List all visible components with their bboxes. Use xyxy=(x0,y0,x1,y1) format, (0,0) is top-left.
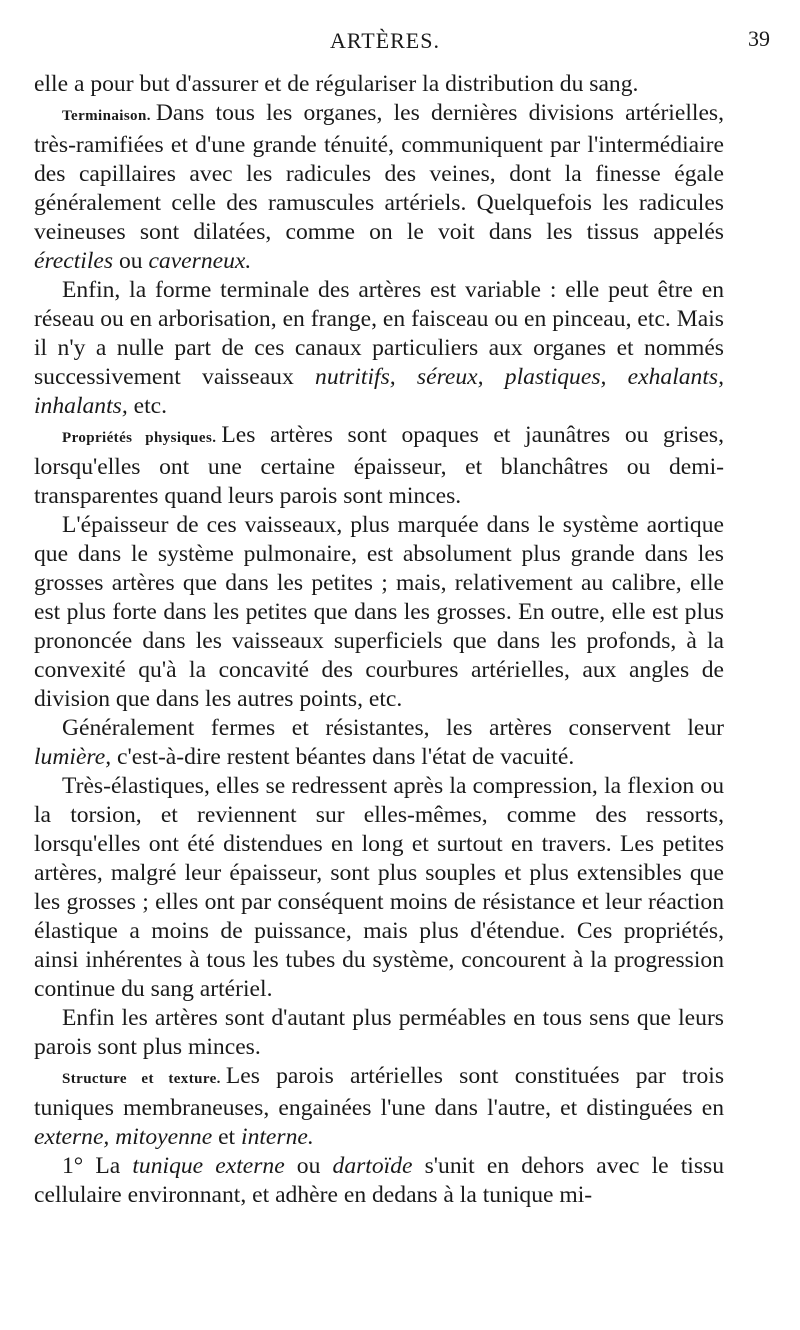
paragraph-text: Très-élastiques, elles se redressent après la compression, la flexion ou la torsion, et reviennent sur elles-mêmes, comme des ressorts, lorsqu'elles ont été distendues en long et surtout en travers. Les petites artères, malgré leur épaisseur, sont plus souples et plus extensibles que les grosses ; elles ont par conséquent moins de résistance et leur réaction élastique a moins de puissance, mais plus d'étendue. Ces propriétés, ainsi inhérentes à tous les tubes du système, concourent à la progression continue du sang artériel. xyxy=(34,773,724,1002)
paragraph-text: L'épaisseur de ces vaisseaux, plus marquée dans le système aortique que dans le système pulmonaire, est absolument plus grande dans les grosses artères que dans les petites ; mais, relativement au calibre, elle est plus forte dans les petites que dans les grosses. En outre, elle est plus prononcée dans les vaisseaux superficiels que dans les profonds, à la convexité qu'à la concavité des courbures artérielles, aux angles de division que dans les autres points, etc. xyxy=(34,512,724,712)
italic-term: caverneux. xyxy=(148,248,252,274)
italic-term: érectiles xyxy=(34,248,114,274)
paragraph xyxy=(34,70,724,99)
italic-term: interne. xyxy=(241,1124,314,1150)
paragraph-text: s'unit en dehors avec le tissu cellulaire environnant, et adhère en dedans à la tunique mi- xyxy=(34,1153,724,1208)
page-body xyxy=(34,70,724,1210)
paragraph xyxy=(34,772,724,1004)
paragraph xyxy=(34,1004,724,1062)
running-title: ARTÈRES. xyxy=(330,28,440,53)
paragraph xyxy=(34,714,724,772)
paragraph-text: etc. xyxy=(127,393,168,419)
paragraph-text: Les artères sont opaques et jaunâtres ou grises, lorsqu'elles ont une certaine épaisseur, et blanchâtres ou demi-transparentes quand leurs parois sont minces. xyxy=(34,422,724,509)
paragraph xyxy=(34,276,724,421)
page-header xyxy=(32,26,770,64)
italic-term: lumière, xyxy=(34,744,112,770)
paragraph-text: Enfin, la forme terminale des artères est variable : elle peut être en réseau ou en arborisation, en frange, en faisceau ou en pinceau, etc. Mais il n'y a nulle part de ces canaux particuliers aux organes et nommés successivement vaisseaux xyxy=(34,277,724,390)
italic-term: tunique externe xyxy=(132,1153,285,1179)
paragraph xyxy=(34,1152,724,1210)
paragraph-text: et xyxy=(212,1124,242,1150)
paragraph-text: c'est-à-dire restent béantes dans l'état de vacuité. xyxy=(111,744,575,770)
paragraph-text: ou xyxy=(284,1153,333,1179)
paragraph xyxy=(34,1062,724,1152)
paragraph xyxy=(34,511,724,714)
paragraph-text: 1° La xyxy=(62,1153,133,1179)
paragraph xyxy=(34,421,724,511)
italic-term: dartoïde xyxy=(332,1153,413,1179)
paragraph-text: ou xyxy=(113,248,149,274)
italic-term: nutritifs, séreux, plastiques, exhalants, inhalants, xyxy=(34,364,724,419)
paragraph-text: Enfin les artères sont d'autant plus perméables en tous sens que leurs parois sont plus minces. xyxy=(34,1005,724,1060)
paragraph-text: Généralement fermes et résistantes, les artères conservent leur xyxy=(62,715,724,741)
section-heading: Structure et texture. xyxy=(62,1071,221,1087)
paragraph-text: Les parois artérielles sont constituées par trois tuniques membraneuses, engainées l'une dans l'autre, et distinguées en xyxy=(34,1063,725,1121)
italic-term: externe, mitoyenne xyxy=(34,1124,213,1150)
paragraph-text: elle a pour but d'assurer et de régulariser la distribution du sang. xyxy=(34,71,639,97)
paragraph xyxy=(34,99,724,276)
section-heading: Terminaison. xyxy=(62,108,151,124)
section-heading: Propriétés physiques. xyxy=(62,430,217,446)
paragraph-text: Dans tous les organes, les dernières divisions artérielles, très-ramifiées et d'une grande ténuité, communiquent par l'intermédiaire des capillaires avec les radicules des veines, dont la finesse égale généralement celle des ramuscules artériels. Quelquefois les radicules veineuses sont dilatées, comme on le voit dans les tissus appelés xyxy=(34,100,724,245)
page-number: 39 xyxy=(748,26,770,51)
